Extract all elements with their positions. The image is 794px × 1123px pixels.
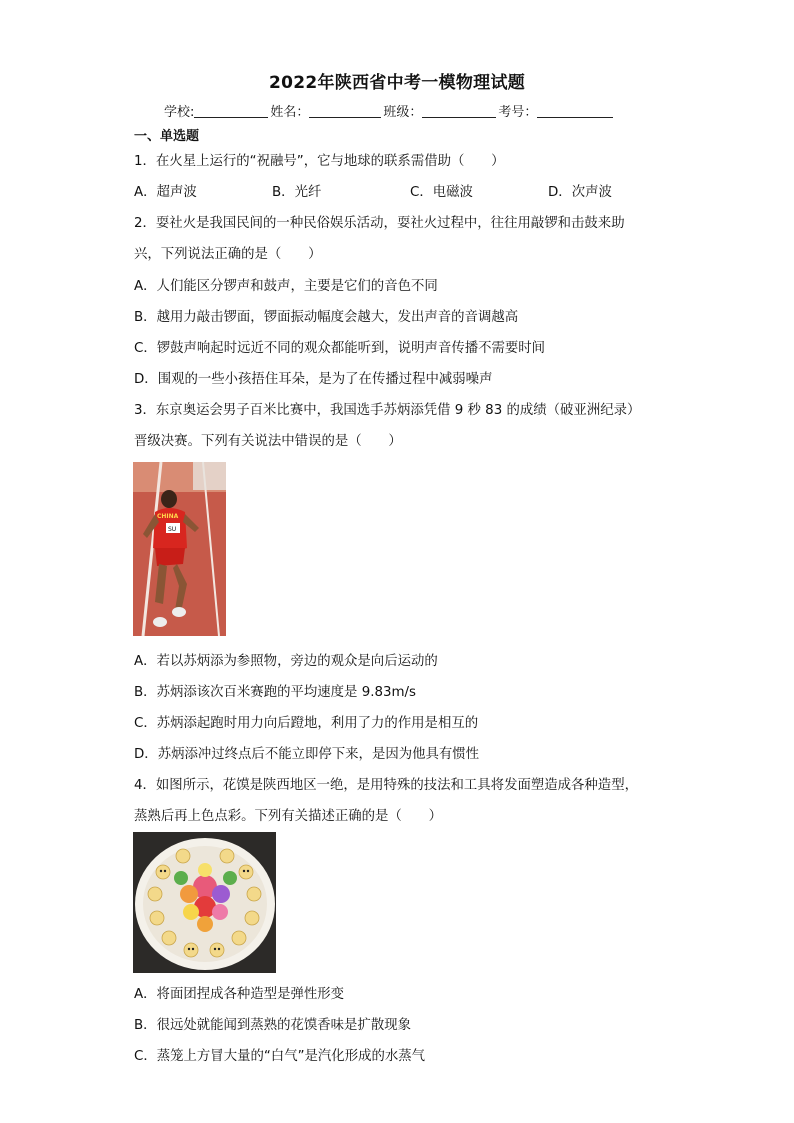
runner-shoe-right: [172, 607, 186, 617]
q3-stem-line2: 晋级决赛。下列有关说法中错误的是（ ）: [134, 434, 402, 449]
exam-no-blank[interactable]: [537, 104, 613, 118]
q3-stem-line1: 3．东京奥运会男子百米比赛中，我国选手苏炳添凭借 9 秒 83 的成绩（破亚洲纪录）: [134, 403, 641, 418]
q2-option-c[interactable]: C．锣鼓声响起时远近不同的观众都能听到，说明声音传播不需要时间: [134, 341, 546, 356]
runner-shoe-left: [153, 617, 167, 627]
sprinter-photo: [133, 462, 226, 636]
sprinter-illustration: [133, 462, 226, 636]
q4-stem-line2: 蒸熟后再上色点彩。下列有关描述正确的是（ ）: [134, 809, 442, 824]
class-blank[interactable]: [422, 104, 496, 118]
q4-stem-line1: 4．如图所示，花馍是陕西地区一绝，是用特殊的技法和工具将发面塑造成各种造型，: [134, 778, 638, 793]
q1-option-c[interactable]: C．电磁波: [410, 185, 473, 200]
q1-stem: 1．在火星上运行的“祝融号”，它与地球的联系需借助（ ）: [134, 154, 505, 169]
q1-option-a[interactable]: A．超声波: [134, 185, 197, 200]
name-label: 姓名：: [270, 105, 310, 120]
sign-board: [193, 462, 226, 490]
q2-stem-line2: 兴，下列说法正确的是（ ）: [134, 247, 322, 262]
jersey-text: CHINA: [157, 513, 179, 520]
q2-option-b[interactable]: B．越用力敲击锣面，锣面振动幅度会越大，发出声音的音调越高: [134, 310, 519, 325]
q3-option-c[interactable]: C．苏炳添起跑时用力向后蹬地，利用了力的作用是相互的: [134, 716, 479, 731]
page-title: 2022年陕西省中考一模物理试题: [268, 73, 526, 93]
q3-option-b[interactable]: B．苏炳添该次百米赛跑的平均速度是 9.83m/s: [134, 685, 417, 700]
name-blank[interactable]: [309, 104, 381, 118]
school-blank[interactable]: [194, 104, 268, 118]
q2-option-a[interactable]: A．人们能区分锣声和鼓声，主要是它们的音色不同: [134, 279, 438, 294]
q1-option-d[interactable]: D．次声波: [548, 185, 612, 200]
huamo-photo: [133, 832, 276, 973]
q4-option-b[interactable]: B．很远处就能闻到蒸熟的花馍香味是扩散现象: [134, 1018, 411, 1033]
runner-shorts: [155, 548, 185, 566]
runner-head: [161, 490, 177, 508]
exam-no-label: 考号：: [498, 105, 538, 120]
q4-option-c[interactable]: C．蒸笼上方冒大量的“白气”是汽化形成的水蒸气: [134, 1049, 426, 1064]
school-label: 学校:: [164, 105, 195, 120]
q1-option-b[interactable]: B．光纤: [272, 185, 322, 200]
q4-option-a[interactable]: A．将面团捏成各种造型是弹性形变: [134, 987, 345, 1002]
student-info-row: [164, 101, 615, 120]
q2-stem-line1: 2．耍社火是我国民间的一种民俗娱乐活动，耍社火过程中，往往用敲锣和击鼓来助: [134, 216, 625, 231]
q3-option-d[interactable]: D．苏炳添冲过终点后不能立即停下来，是因为他具有惯性: [134, 747, 480, 762]
class-label: 班级：: [383, 105, 423, 120]
q3-option-a[interactable]: A．若以苏炳添为参照物，旁边的观众是向后运动的: [134, 654, 438, 669]
section-heading: 一、单选题: [134, 129, 200, 144]
huamo-illustration: [133, 832, 276, 973]
bib-text: SU: [168, 526, 177, 533]
q2-option-d[interactable]: D．围观的一些小孩捂住耳朵，是为了在传播过程中减弱噪声: [134, 372, 493, 387]
